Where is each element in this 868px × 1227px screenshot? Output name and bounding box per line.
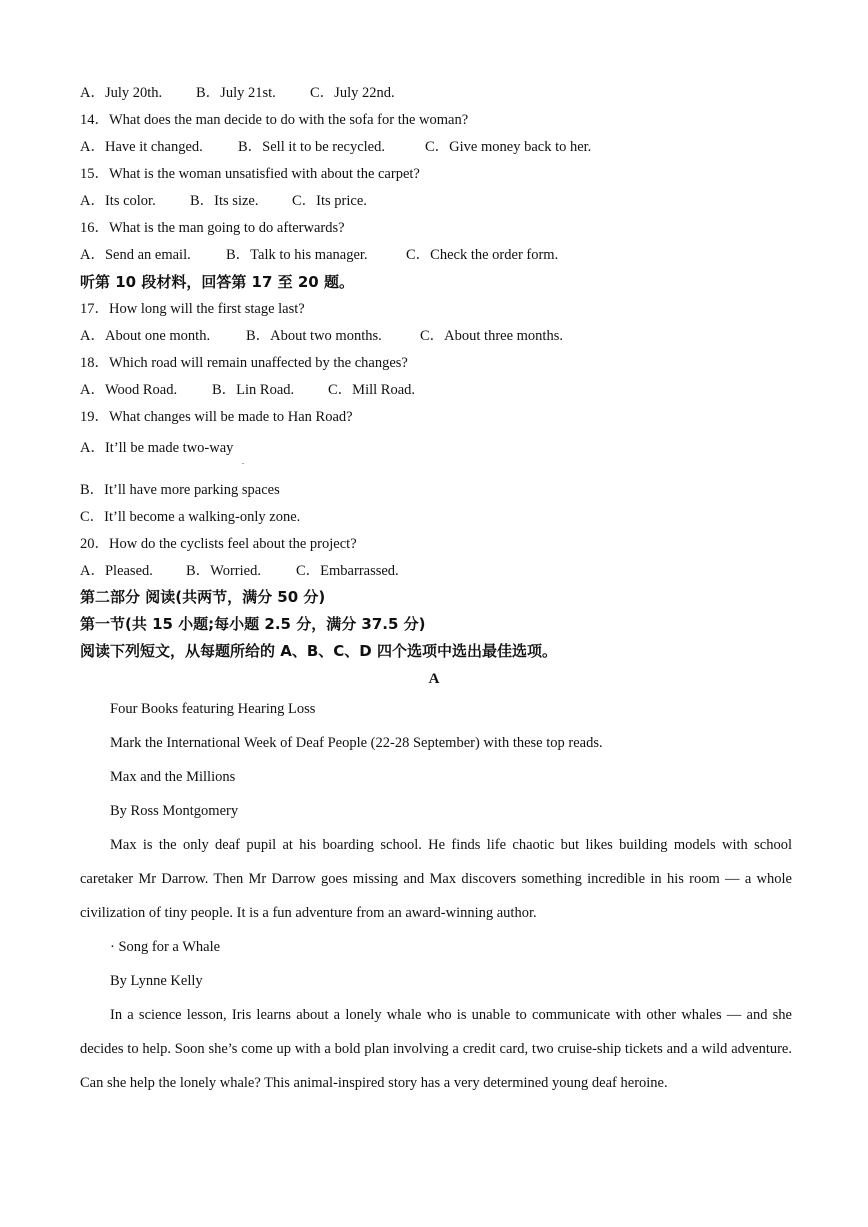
q16-option-b: B．Talk to his manager. xyxy=(226,247,368,263)
passage-label: A xyxy=(428,671,440,687)
q15-question: 15．What is the woman unsatisfied with about the carpet? xyxy=(80,166,420,182)
q17-option-c: C．About three months. xyxy=(420,328,563,344)
book-2-title: · Song for a Whale xyxy=(110,939,221,955)
q18-option-a: A．Wood Road. xyxy=(80,382,178,398)
reading-instructions: 阅读下列短文，从每题所给的 A、B、C、D 四个选项中选出最佳选项。 xyxy=(80,642,557,660)
book-1-title: Max and the Millions xyxy=(110,769,236,785)
stray-mark: . xyxy=(242,457,244,466)
book-2-description: In a science lesson, Iris learns about a lonely whale who is unable to communicate with other whales — and she decides to help. Soon she’s come up with a bold plan involving a credit card, two cruise-ship tickets and a wild adventure. Can she help the lonely whale? This animal-inspired story has a very determined young deaf heroine. xyxy=(80,1007,792,1091)
q15-option-c: C．Its price. xyxy=(292,193,367,209)
q17-option-b: B．About two months. xyxy=(246,328,382,344)
q14-option-c: C．Give money back to her. xyxy=(425,139,592,155)
q18-option-c: C．Mill Road. xyxy=(328,382,416,398)
q16-option-c: C．Check the order form. xyxy=(406,247,559,263)
q20-question: 20．How do the cyclists feel about the project? xyxy=(80,536,357,552)
q18-question: 18．Which road will remain unaffected by the changes? xyxy=(80,355,408,371)
book-1-description: Max is the only deaf pupil at his boarding school. He finds life chaotic but likes building models with school caretaker Mr Darrow. Then Mr Darrow goes missing and Max discovers something incredible in his room — a whole civilization of tiny people. It is a fun adventure from an award-winning author. xyxy=(80,837,792,921)
q14-option-b: B．Sell it to be recycled. xyxy=(238,139,385,155)
q20-option-c: C．Embarrassed. xyxy=(296,563,399,579)
book-1-author: By Ross Montgomery xyxy=(110,803,239,819)
passage-subtitle: Mark the International Week of Deaf People (22-28 September) with these top reads. xyxy=(110,735,603,751)
q19-option-a: A．It’ll be made two-way xyxy=(80,440,234,456)
q13-option-a: A．July 20th. xyxy=(80,85,163,101)
q13-option-c: C．July 22nd. xyxy=(310,85,395,101)
q19-option-b: B．It’ll have more parking spaces xyxy=(80,482,280,498)
q17-option-a: A．About one month. xyxy=(80,328,211,344)
q15-options xyxy=(80,192,367,210)
q17-options xyxy=(80,327,563,345)
q13-option-b: B．July 21st. xyxy=(196,85,276,101)
passage-title: Four Books featuring Hearing Loss xyxy=(110,701,316,717)
part-2-heading: 第二部分 阅读(共两节，满分 50 分) xyxy=(80,588,326,606)
q20-options xyxy=(80,562,399,580)
q13-options xyxy=(80,84,395,102)
book-2-author: By Lynne Kelly xyxy=(110,973,203,989)
q16-question: 16．What is the man going to do afterwards? xyxy=(80,220,345,236)
q19-question: 19．What changes will be made to Han Road? xyxy=(80,409,353,425)
q15-option-b: B．Its size. xyxy=(190,193,259,209)
q14-options xyxy=(80,138,592,156)
q14-question: 14．What does the man decide to do with the sofa for the woman? xyxy=(80,112,469,128)
q18-option-b: B．Lin Road. xyxy=(212,382,295,398)
q20-option-a: A．Pleased. xyxy=(80,563,153,579)
q20-option-b: B．Worried. xyxy=(186,563,261,579)
q17-question: 17．How long will the first stage last? xyxy=(80,301,305,317)
q19-option-c: C．It’ll become a walking-only zone. xyxy=(80,509,301,525)
q16-option-a: A．Send an email. xyxy=(80,247,191,263)
q14-option-a: A．Have it changed. xyxy=(80,139,203,155)
q18-options xyxy=(80,381,416,399)
q15-option-a: A．Its color. xyxy=(80,193,156,209)
q16-options xyxy=(80,246,559,264)
section-1-heading: 第一节(共 15 小题;每小题 2.5 分，满分 37.5 分) xyxy=(80,615,426,633)
section-10-heading: 听第 10 段材料，回答第 17 至 20 题。 xyxy=(80,273,354,291)
